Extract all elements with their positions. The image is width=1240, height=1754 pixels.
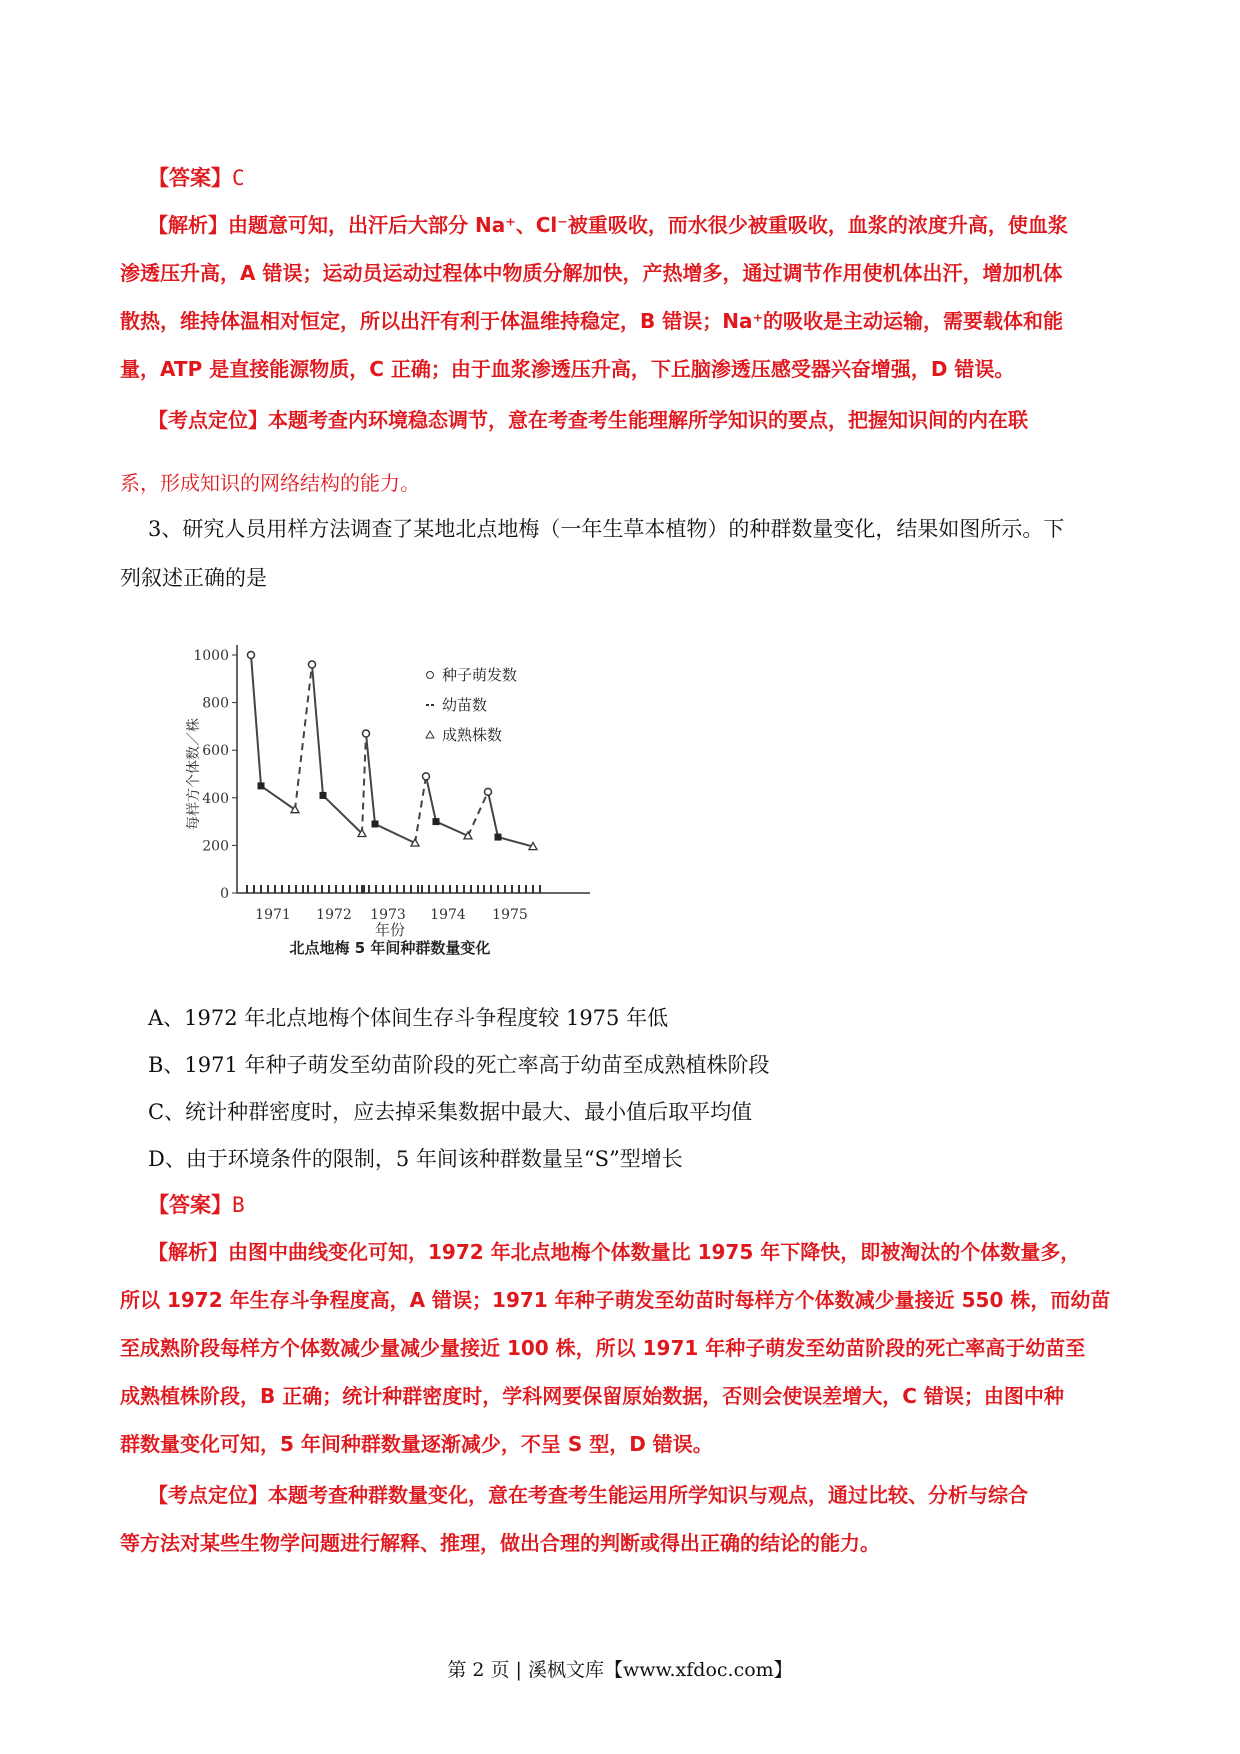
q2-point-text: 本题考查内环境稳态调节，意在考查考生能理解所学知识的要点，把握知识间的内在联 xyxy=(268,408,1028,432)
q2-analysis-line-4: 量，ATP 是直接能源物质，C 正确；由于血浆渗透压升高，下丘脑渗透压感受器兴奋增强，D 错误。 xyxy=(120,357,1015,381)
seed-point xyxy=(363,730,370,737)
q3-analysis-text: 由图中曲线变化可知，1972 年北点地梅个体数量比 1975 年下降快，即被淘汰的个体数量多， xyxy=(228,1240,1081,1264)
x-tick-label: 1973 xyxy=(370,907,406,923)
x-tick-label: 1972 xyxy=(316,907,352,923)
legend-marker-mature xyxy=(426,731,434,738)
q3-analysis-line-4: 成熟植株阶段，B 正确；统计种群密度时，学科网要保留原始数据，否则会使误差增大，C 错误；由图中种 xyxy=(120,1384,1064,1408)
q3-point-line-2: 等方法对某些生物学问题进行解释、推理，做出合理的判断或得出正确的结论的能力。 xyxy=(120,1531,880,1555)
seed-point xyxy=(485,788,492,795)
q3-analysis-line-5: 群数量变化可知，5 年间种群数量逐渐减少，不呈 S 型，D 错误。 xyxy=(120,1432,713,1456)
q2-analysis-line-2: 渗透压升高，A 错误；运动员运动过程体中物质分解加快，产热增多，通过调节作用使机体出汗，增加机体 xyxy=(120,261,1063,285)
legend-label: 种子萌发数 xyxy=(442,666,518,684)
q2-point-label: 【考点定位】 xyxy=(148,408,268,432)
seed-to-seedling-line xyxy=(488,792,498,837)
y-tick-label: 200 xyxy=(202,838,229,855)
mature-to-next-seed-line xyxy=(468,792,488,836)
q3-option-c: C、统计种群密度时，应去掉采集数据中最大、最小值后取平均值 xyxy=(148,1100,753,1124)
q2-analysis-text: 由题意可知，出汗后大部分 Na⁺、Cl⁻被重吸收，而水很少被重吸收，血浆的浓度升高，使血浆 xyxy=(228,213,1068,237)
seedling-to-mature-line xyxy=(375,824,415,843)
y-tick-label: 600 xyxy=(202,743,229,760)
q3-answer-label: 【答案】 xyxy=(148,1193,232,1217)
seed-to-seedling-line xyxy=(251,655,261,786)
seed-to-seedling-line xyxy=(312,665,323,796)
q3-point-label: 【考点定位】 xyxy=(148,1483,268,1507)
q3-option-a: A、1972 年北点地梅个体间生存斗争程度较 1975 年低 xyxy=(148,1006,669,1030)
seedling-point xyxy=(433,818,440,825)
seedling-to-mature-line xyxy=(323,795,362,833)
chart-title: 北点地梅 5 年间种群数量变化 xyxy=(289,939,491,957)
q3-option-b: B、1971 年种子萌发至幼苗阶段的死亡率高于幼苗至成熟植株阶段 xyxy=(148,1053,770,1077)
seed-point xyxy=(423,773,430,780)
mature-to-next-seed-line xyxy=(295,665,312,810)
page-footer: 第 2 页 | 溪枫文库【www.xfdoc.com】 xyxy=(447,1659,793,1681)
q2-answer-value: C xyxy=(232,166,245,190)
q2-analysis-label: 【解析】 xyxy=(148,213,228,237)
q3-analysis-label: 【解析】 xyxy=(148,1240,228,1264)
legend-marker-seed xyxy=(427,672,434,679)
seed-to-seedling-line xyxy=(426,776,436,821)
q3-stem-line-1: 3、研究人员用样方法调查了某地北点地梅（一年生草本植物）的种群数量变化，结果如图所示。下 xyxy=(148,517,1065,541)
x-tick-label: 1975 xyxy=(492,907,528,923)
x-tick-label: 1971 xyxy=(255,907,291,923)
q2-analysis-line-1 xyxy=(148,210,1068,240)
q3-answer-value: B xyxy=(232,1193,245,1217)
mature-to-next-seed-line xyxy=(415,776,426,843)
seed-point xyxy=(309,661,316,668)
y-tick-label: 0 xyxy=(220,886,229,902)
legend-label: 成熟株数 xyxy=(442,726,503,744)
q3-answer xyxy=(148,1190,245,1220)
x-axis-label: 年份 xyxy=(374,921,406,939)
population-chart-svg xyxy=(140,605,620,965)
seedling-point xyxy=(372,820,379,827)
q2-answer xyxy=(148,163,245,193)
q3-analysis-line-3: 至成熟阶段每样方个体数减少量减少量接近 100 株，所以 1971 年种子萌发至幼苗阶段的死亡率高于幼苗至 xyxy=(120,1336,1086,1360)
q2-point-line-2: 系，形成知识的网络结构的能力。 xyxy=(120,471,420,495)
seed-to-seedling-line xyxy=(366,734,375,824)
seedling-point xyxy=(495,834,502,841)
y-tick-label: 1000 xyxy=(193,648,229,664)
q2-answer-label: 【答案】 xyxy=(148,166,232,190)
legend-label: 幼苗数 xyxy=(442,696,488,714)
x-tick-label: 1974 xyxy=(430,907,466,923)
seedling-point xyxy=(258,782,265,789)
seedling-to-mature-line xyxy=(261,786,295,810)
q3-option-d: D、由于环境条件的限制，5 年间该种群数量呈“S”型增长 xyxy=(148,1147,683,1171)
q3-stem-line-2: 列叙述正确的是 xyxy=(120,566,267,590)
y-axis-label: 每样方个体数／株 xyxy=(186,718,202,830)
y-tick-label: 800 xyxy=(202,695,229,712)
q3-point-text: 本题考查种群数量变化，意在考查考生能运用所学知识与观点，通过比较、分析与综合 xyxy=(268,1483,1028,1507)
seedling-point xyxy=(320,792,327,799)
q3-point-line-1 xyxy=(148,1480,1028,1510)
mature-to-next-seed-line xyxy=(362,734,366,834)
q2-point-line-1 xyxy=(148,405,1028,435)
q3-analysis-line-2: 所以 1972 年生存斗争程度高，A 错误；1971 年种子萌发至幼苗时每样方个体数减少量接近 550 株，而幼苗 xyxy=(120,1288,1111,1312)
seedling-to-mature-line xyxy=(498,837,533,847)
seedling-to-mature-line xyxy=(436,822,468,836)
seed-point xyxy=(248,652,255,659)
y-tick-label: 400 xyxy=(202,790,229,807)
q2-analysis-line-3: 散热，维持体温相对恒定，所以出汗有利于体温维持稳定，B 错误；Na⁺的吸收是主动运输，需要载体和能 xyxy=(120,309,1063,333)
population-chart xyxy=(140,605,620,965)
q3-analysis-line-1 xyxy=(148,1237,1080,1267)
